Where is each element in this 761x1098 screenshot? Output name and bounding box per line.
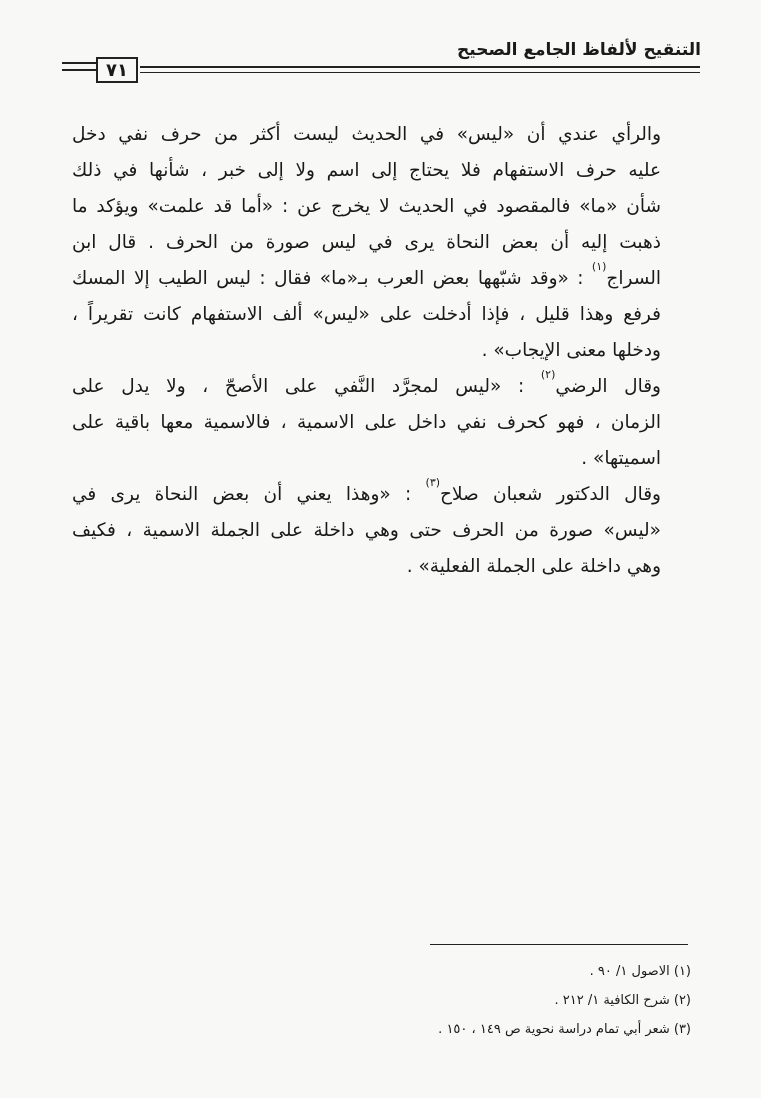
text-segment: وقال الرضي [555,376,661,397]
page-number: ٧١ [96,57,138,83]
header-rule [140,66,700,68]
paragraph-2 [72,369,687,477]
text-line: ودخلها معنى الإيجاب» . [481,340,661,361]
text-line: عليه حرف الاستفهام فلا يحتاج إلى اسم ولا إلى خبر ، شأنها في ذلك [72,160,661,181]
book-title: التنقيح لألفاظ الجامع الصحيح [457,40,701,60]
text-line: وهي داخلة على الجملة الفعلية» . [406,556,661,577]
text-line [72,369,687,405]
footnote-3: (٣) شعر أبي تمام دراسة نحوية ص ١٤٩ ، ١٥٠ . [438,1022,691,1037]
main-text [72,117,687,585]
text-line: والرأي عندي أن «ليس» في الحديث ليست أكثر من حرف نفي دخل [72,124,661,145]
footnote-divider [430,944,688,945]
text-line [72,477,687,513]
paragraph-3 [72,477,687,585]
text-line: ذهبت إليه أن بعض النحاة يرى في ليس صورة من الحرف . قال ابن [72,232,661,253]
text-line: فرفع وهذا قليل ، فإذا أدخلت على «ليس» ألف الاستفهام كانت تقريراً ، [72,304,661,325]
paragraph-1 [72,117,687,369]
text-segment: : «ليس لمجرَّد النَّفي على الأصحّ ، ولا يدل على [72,376,525,397]
text-segment: : «وقد شبّهها بعض العرب بـ«ما» فقال : ليس الطيب إلا المسك [72,268,584,289]
text-segment: وقال الدكتور شعبان صلاح [440,484,661,505]
footnote-1: (١) الاصول ١/ ٩٠ . [589,964,691,979]
text-line: الزمان ، فهو كحرف نفي داخل على الاسمية ، فالاسمية معها باقية على [72,412,661,433]
header-left-bars [62,62,96,76]
footnotes [331,957,691,1044]
footnote-2: (٢) شرح الكافية ١/ ٢١٢ . [554,993,691,1008]
text-line [72,261,687,297]
text-line: «ليس» صورة من الحرف حتى وهي داخلة على الجملة الاسمية ، فكيف [72,520,661,541]
text-segment: : «وهذا يعني أن بعض النحاة يرى في [72,484,412,505]
text-segment: السراج [606,268,661,289]
header-rule-secondary [140,72,700,73]
text-line: اسميتها» . [581,448,661,469]
footnote-marker-3: (٣) [425,476,441,489]
text-line: شأن «ما» فالمقصود في الحديث لا يخرج عن : «أما قد علمت» ويؤكد ما [72,196,661,217]
footnote-marker-1: (١) [591,260,607,273]
footnote-marker-2: (٢) [540,368,556,381]
